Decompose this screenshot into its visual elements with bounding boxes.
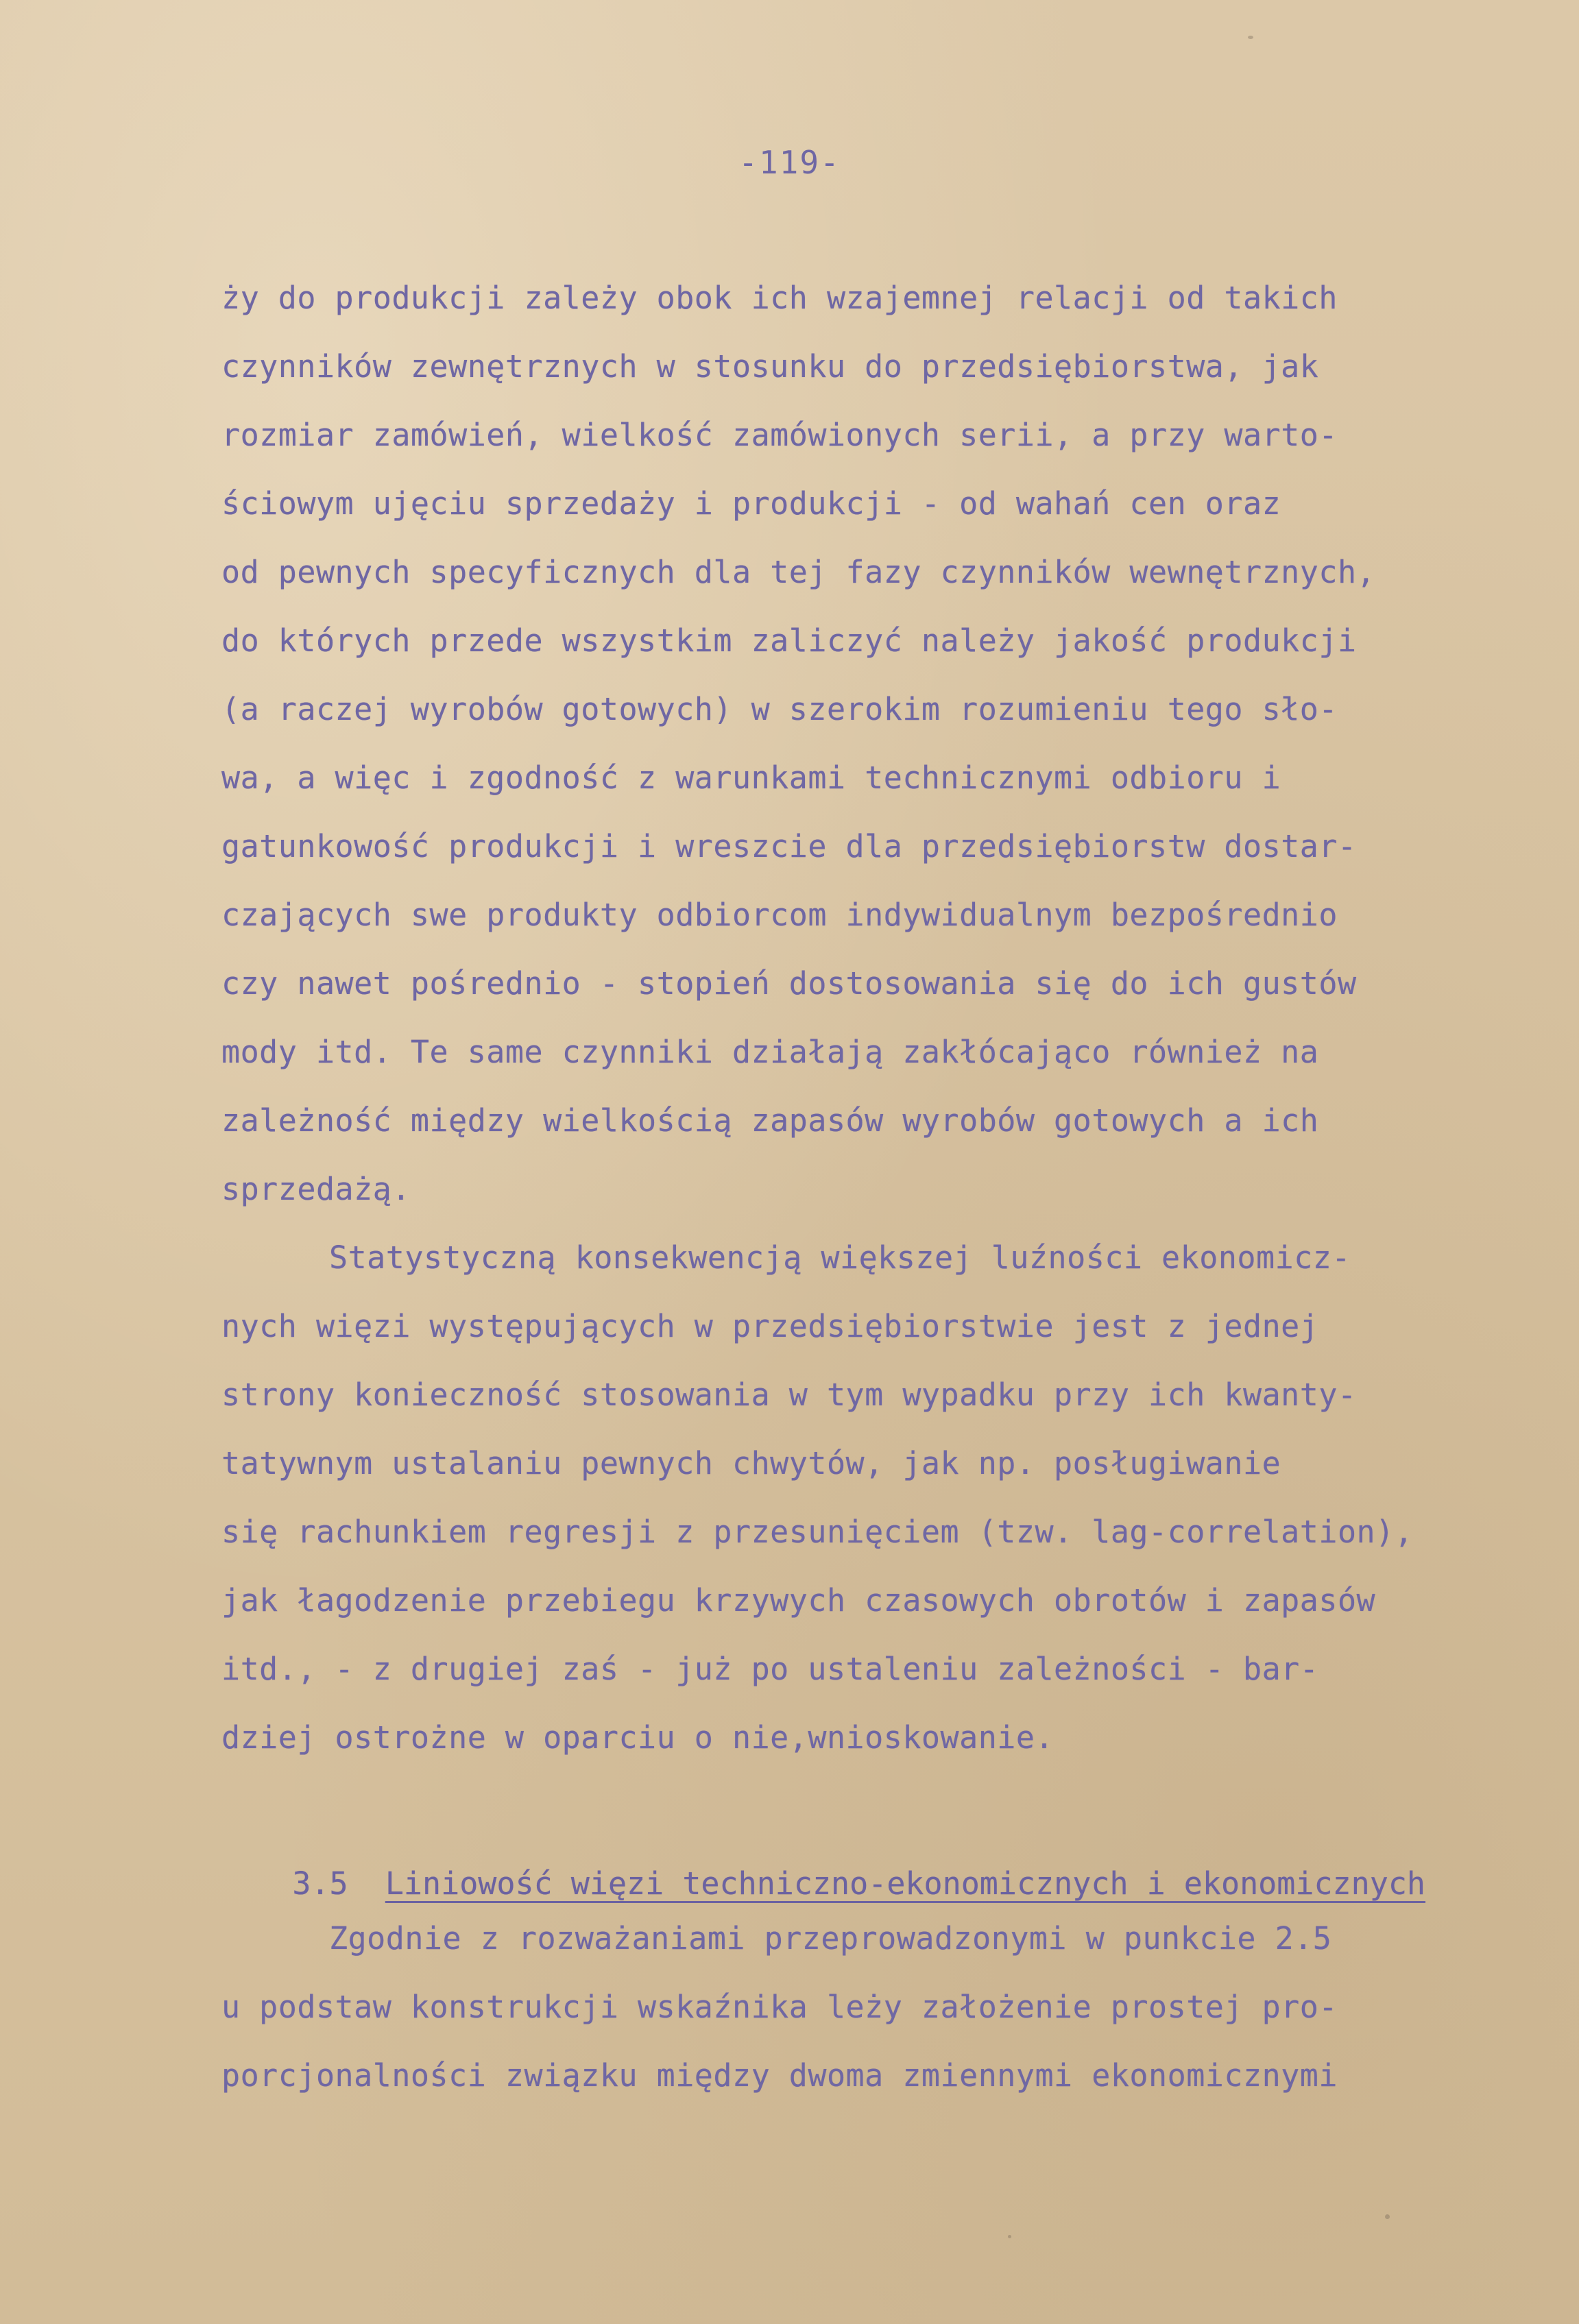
text-line: dziej ostrożne w oparciu o nie,wnioskowanie. xyxy=(221,1719,1054,1756)
text-line: gatunkowość produkcji i wreszcie dla przedsiębiorstw dostar- xyxy=(221,828,1357,864)
page-number: -119- xyxy=(738,144,841,181)
text-line: porcjonalności związku między dwoma zmiennymi ekonomicznymi xyxy=(221,2057,1338,2094)
text-line: wa, a więc i zgodność z warunkami technicznymi odbioru i xyxy=(221,760,1281,796)
section-title: Liniowość więzi techniczno-ekonomicznych i ekonomicznych xyxy=(385,1865,1426,1902)
text-line: do których przede wszystkim zaliczyć należy jakość produkcji xyxy=(221,622,1357,659)
paper-speck xyxy=(1385,2214,1390,2219)
text-line: ściowym ujęciu sprzedaży i produkcji - od wahań cen oraz xyxy=(221,485,1281,522)
paper-speck xyxy=(1248,36,1253,39)
text-line: ży do produkcji zależy obok ich wzajemnej relacji od takich xyxy=(221,280,1338,316)
section-heading xyxy=(218,1837,1425,1930)
text-line: itd., - z drugiej zaś - już po ustaleniu zależności - bar- xyxy=(221,1651,1319,1687)
section-number: 3.5 xyxy=(292,1865,348,1902)
text-line: jak łagodzenie przebiegu krzywych czasowych obrotów i zapasów xyxy=(221,1582,1376,1619)
text-line: tatywnym ustalaniu pewnych chwytów, jak np. posługiwanie xyxy=(221,1445,1281,1481)
text-line: zależność między wielkością zapasów wyrobów gotowych a ich xyxy=(221,1102,1319,1139)
text-line: od pewnych specyficznych dla tej fazy czynników wewnętrznych, xyxy=(221,554,1376,590)
text-line: (a raczej wyrobów gotowych) w szerokim rozumieniu tego sło- xyxy=(221,691,1338,727)
text-line: rozmiar zamówień, wielkość zamówionych serii, a przy warto- xyxy=(221,417,1338,453)
text-line: Statystyczną konsekwencją większej luźności ekonomicz- xyxy=(329,1239,1351,1276)
text-line: się rachunkiem regresji z przesunięciem (tzw. lag-correlation), xyxy=(221,1514,1414,1550)
text-line: mody itd. Te same czynniki działają zakłócająco również na xyxy=(221,1034,1319,1070)
text-line: nych więzi występujących w przedsiębiorstwie jest z jednej xyxy=(221,1308,1319,1344)
text-line: Zgodnie z rozważaniami przeprowadzonymi w punkcie 2.5 xyxy=(329,1920,1332,1957)
paper-speck xyxy=(1008,2235,1011,2238)
text-line: czy nawet pośrednio - stopień dostosowania się do ich gustów xyxy=(221,965,1357,1002)
text-line: sprzedażą. xyxy=(221,1171,411,1207)
text-line: strony konieczność stosowania w tym wypadku przy ich kwanty- xyxy=(221,1377,1357,1413)
text-line: u podstaw konstrukcji wskaźnika leży założenie prostej pro- xyxy=(221,1989,1338,2025)
text-line: czających swe produkty odbiorcom indywidualnym bezpośrednio xyxy=(221,897,1338,933)
text-line: czynników zewnętrznych w stosunku do przedsiębiorstwa, jak xyxy=(221,348,1319,385)
